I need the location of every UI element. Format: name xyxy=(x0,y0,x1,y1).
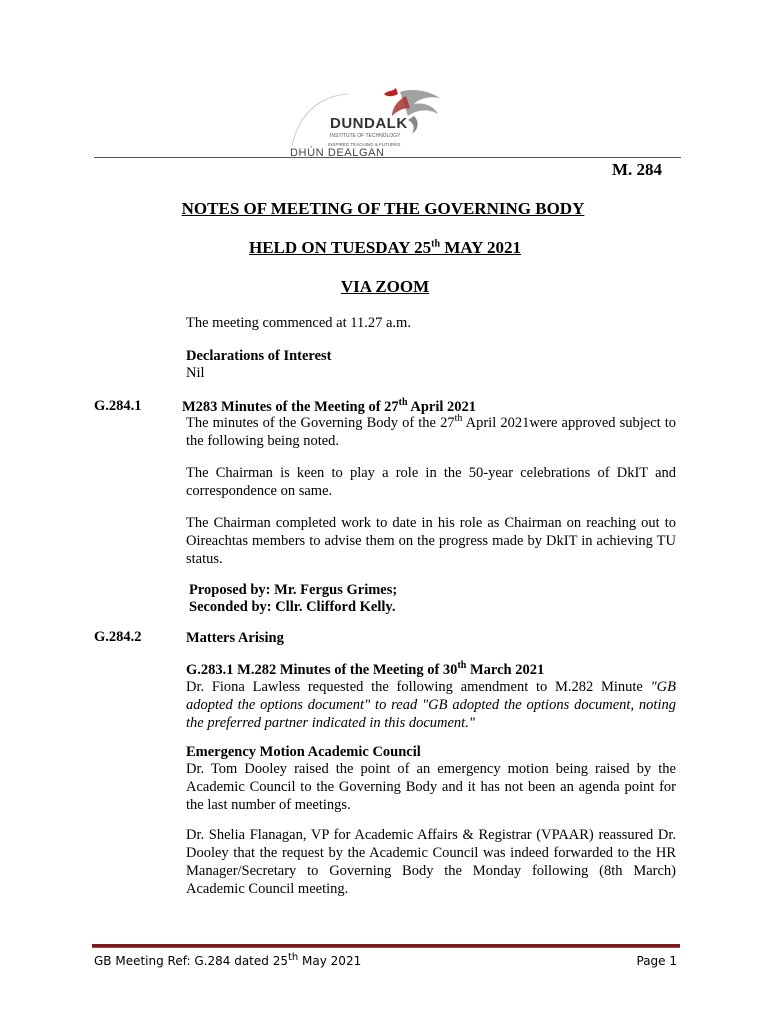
footer-reference: GB Meeting Ref: G.284 dated 25th May 2021 xyxy=(94,952,362,968)
subitem-heading: G.283.1 M.282 Minutes of the Meeting of 30th March 2021 xyxy=(186,660,545,678)
subitem-paragraph: Dr. Fiona Lawless requested the following amendment to M.282 Minute "GB adopted the options document" to read "GB adopted the options document, noting the preferred partner indicated in this document." xyxy=(186,679,676,731)
subitem-paragraph: Dr. Tom Dooley raised the point of an emergency motion being raised by the Academic Council to the Governing Body and it has not been an agenda point for the last number of meetings. xyxy=(186,761,676,813)
institute-logo xyxy=(288,86,460,158)
logo-wordmark: DUNDALK xyxy=(330,115,408,132)
proposed-by: Proposed by: Mr. Fergus Grimes; xyxy=(189,582,398,598)
item-number: G.284.1 xyxy=(94,398,142,414)
item-paragraph: The Chairman completed work to date in his role as Chairman on reaching out to Oireachtas members to advise them on the progress made by DkIT in achieving TU status. xyxy=(186,515,676,567)
header-divider xyxy=(94,157,681,158)
subitem-paragraph: Dr. Shelia Flanagan, VP for Academic Affairs & Registrar (VPAAR) reassured Dr. Dooley that the request by the Academic Council was indeed forwarded to the HR Manager/Secretary to Governing Body the Monday following (8th March) Academic Council meeting. xyxy=(186,827,676,897)
item-number: G.284.2 xyxy=(94,629,142,645)
meeting-start-text: The meeting commenced at 11.27 a.m. xyxy=(186,315,411,331)
declarations-heading: Declarations of Interest xyxy=(186,348,332,364)
footer-divider xyxy=(92,944,680,948)
document-number: M. 284 xyxy=(611,160,662,179)
item-paragraph: The minutes of the Governing Body of the 27th April 2021were approved subject to the following being noted. xyxy=(186,413,677,449)
document-venue-heading: VIA ZOOM xyxy=(340,277,430,296)
declarations-value: Nil xyxy=(186,365,205,381)
document-title: NOTES OF MEETING OF THE GOVERNING BODY xyxy=(181,199,585,218)
logo-irish-name: DHÚN DEALGAN xyxy=(290,147,385,158)
logo-tagline: INSPIRED TEACHING & FUTURES xyxy=(328,142,401,147)
item-heading: M283 Minutes of the Meeting of 27th April 2021 xyxy=(182,397,477,415)
item-paragraph: The Chairman is keen to play a role in the 50-year celebrations of DkIT and correspondence on same. xyxy=(186,465,676,499)
phoenix-logo-icon xyxy=(288,86,460,158)
document-date-heading: HELD ON TUESDAY 25th MAY 2021 xyxy=(249,238,521,257)
logo-subtitle: INSTITUTE OF TECHNOLOGY xyxy=(330,133,401,139)
page-number: Page 1 xyxy=(636,954,677,968)
quoted-amendment: "GB adopted the options document" to read "GB adopted the options document, noting the preferred partner indicated in this document." xyxy=(186,679,676,731)
subitem-heading: Emergency Motion Academic Council xyxy=(186,744,421,760)
item-heading: Matters Arising xyxy=(186,630,284,646)
seconded-by: Seconded by: Cllr. Clifford Kelly. xyxy=(189,599,396,615)
